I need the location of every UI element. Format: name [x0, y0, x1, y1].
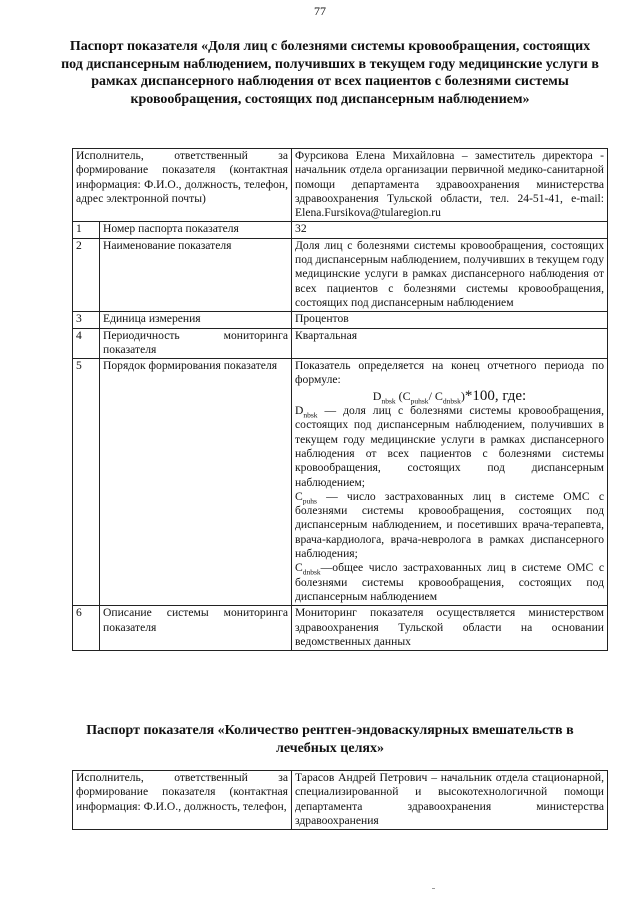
formula-tail: *100, где:	[464, 387, 527, 404]
passport-1-title: Паспорт показателя «Доля лиц с болезнями системы кровообращения, состоящих под диспансерным наблюдением, получивших в текущем году медицинские услуги в рамках диспансерного наблюдения от всех пациентов с болезнями системы кровообращения, состоящих под диспансерным наблюдением»	[61, 39, 599, 107]
table-row	[73, 328, 608, 359]
row-label: Номер паспорта показателя	[100, 222, 292, 238]
executor-label: Исполнитель, ответственный за формирование показателя (контактная информация: Ф.И.О., должность, телефон,	[73, 771, 292, 830]
c1-symbol-sub: puhs	[302, 496, 317, 506]
formula-cell	[292, 359, 608, 606]
formula-c1-sub: puhsk	[410, 396, 429, 406]
formula-close: )	[460, 388, 465, 403]
row-label: Периодичность мониторинга показателя	[100, 328, 292, 359]
row-number: 6	[73, 606, 100, 651]
row-number: 3	[73, 312, 100, 328]
table-row	[73, 771, 608, 830]
row-value: Мониторинг показателя осуществляется министерством здравоохранения Тульской области на основании ведомственных данных	[292, 606, 608, 651]
c2-symbol: C	[295, 561, 303, 575]
c1-description: — число застрахованных лиц в системе ОМС с болезнями системы кровообращения, состоящих под диспансерным наблюдением, и посетивших врача-терапевта, врача-кардиолога, врача-невролога в рамках диспансерного наблюдения;	[295, 489, 604, 561]
row-label: Единица измерения	[100, 312, 292, 328]
d-description: — доля лиц с болезнями системы кровообращения, состоящих под диспансерным наблюдением, получивших в текущем году медицинские услуги в рамках диспансерного наблюдения от всех пациентов с болезнями системы кровообращения, состоящих под диспансерным наблюдением;	[295, 404, 604, 489]
c2-symbol-sub: dnbsk	[302, 567, 321, 577]
formula-open: (C	[398, 388, 411, 403]
row-value: 32	[292, 222, 608, 238]
executor-value: Тарасов Андрей Петрович – начальник отдела стационарной, специализированной и высокотехнологичной помощи департамента здравоохранения министерства здравоохранения	[292, 771, 608, 830]
table-row	[73, 606, 608, 651]
passport-1-table	[72, 148, 608, 651]
d-symbol: D	[295, 404, 304, 418]
row-label: Наименование показателя	[100, 238, 292, 311]
row-label: Описание системы мониторинга показателя	[100, 606, 292, 651]
table-row	[73, 359, 608, 606]
table-row	[73, 149, 608, 222]
page-number: 77	[314, 4, 326, 18]
formula-intro: Показатель определяется на конец отчетного периода по формуле:	[295, 359, 604, 387]
passport-2-table	[72, 770, 608, 830]
definition-d	[295, 404, 604, 490]
definition-c2	[295, 561, 604, 604]
c1-symbol: C	[295, 489, 303, 503]
row-value: Квартальная	[292, 328, 608, 359]
row-number: 4	[73, 328, 100, 359]
formula-main: D	[372, 388, 382, 403]
d-symbol-sub: nbsk	[303, 410, 318, 420]
formula-c2-sub: dnbsk	[442, 396, 461, 406]
row-number: 2	[73, 238, 100, 311]
c2-description: —общее число застрахованных лиц в системе ОМС с болезнями системы кровообращения, состоящих под диспансерным наблюдением	[295, 561, 604, 603]
row-value: Доля лиц с болезнями системы кровообращения, состоящих под диспансерным наблюдением, получивших в текущем году медицинские услуги в рамках диспансерного наблюдения от всех пациентов с болезнями системы кровообращения, состоящих под диспансерным наблюдением	[292, 238, 608, 311]
row-number: 5	[73, 359, 100, 606]
definition-c1	[295, 490, 604, 561]
table-row	[73, 238, 608, 311]
table-row	[73, 222, 608, 238]
scan-mark	[432, 888, 435, 889]
row-number: 1	[73, 222, 100, 238]
passport-2-title: Паспорт показателя «Количество рентген-эндоваскулярных вмешательств в лечебных целях»	[86, 723, 574, 756]
executor-value: Фурсикова Елена Михайловна – заместитель директора - начальник отдела организации первичной медико-санитарной помощи департамента здравоохранения министерства здравоохранения Тульской области, тел. 24-51-41, e-mail: Elena.Fursikova@tularegion.ru	[292, 149, 608, 222]
row-value: Процентов	[292, 312, 608, 328]
formula	[295, 387, 604, 406]
executor-label: Исполнитель, ответственный за формирование показателя (контактная информация: Ф.И.О., должность, телефон, адрес электронной почты)	[73, 149, 292, 222]
formula-main-sub: nbsk	[381, 396, 396, 406]
formula-slash: / C	[428, 388, 443, 403]
row-label: Порядок формирования показателя	[100, 359, 292, 606]
table-row	[73, 312, 608, 328]
